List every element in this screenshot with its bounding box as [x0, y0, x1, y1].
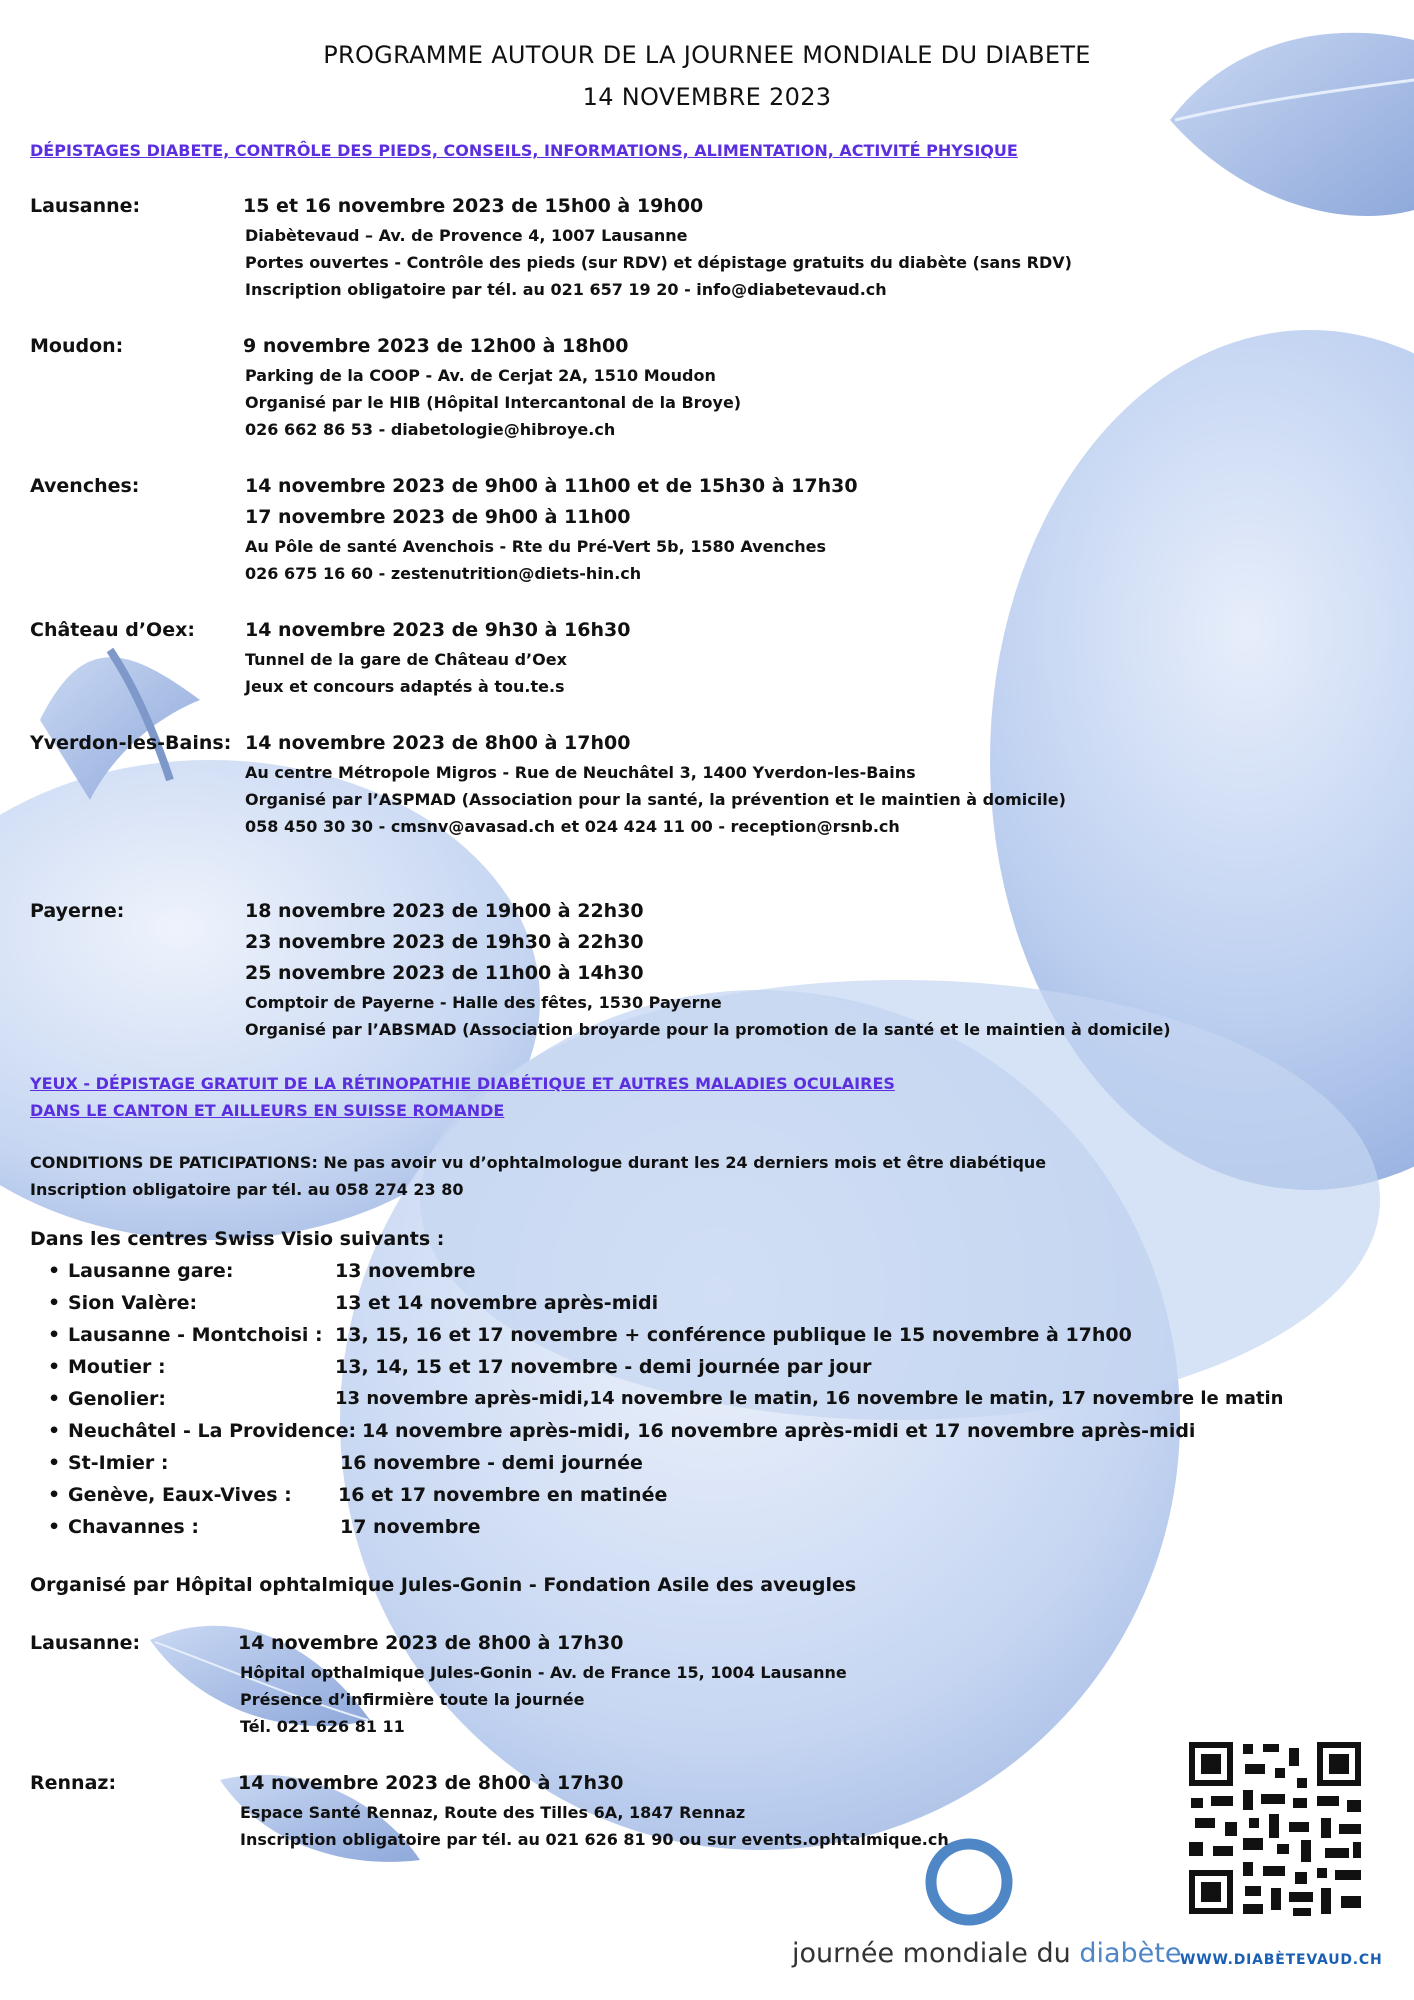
- event-city: Château d’Oex:: [30, 619, 195, 641]
- event-detail: Portes ouvertes - Contrôle des pieds (sur RDV) et dépistage gratuits du diabète (sans RDV): [245, 253, 1072, 272]
- event-detail: 026 675 16 60 - zestenutrition@diets-hin.ch: [245, 564, 642, 583]
- event-detail: Jeux et concours adaptés à tou.te.s: [245, 677, 565, 696]
- event-detail: Présence d’infirmière toute la journée: [240, 1690, 585, 1709]
- list-item-dates: 17 novembre: [340, 1516, 481, 1538]
- list-item-dates: 13, 15, 16 et 17 novembre + conférence publique le 15 novembre à 17h00: [335, 1324, 1132, 1346]
- list-item-dates: 14 novembre après-midi, 16 novembre après-midi et 17 novembre après-midi: [362, 1420, 1196, 1442]
- event-date: 23 novembre 2023 de 19h30 à 22h30: [245, 931, 644, 953]
- event-date: 14 novembre 2023 de 9h00 à 11h00 et de 15h30 à 17h30: [245, 475, 858, 497]
- event-city: Moudon:: [30, 335, 124, 357]
- event-detail: Diabètevaud – Av. de Provence 4, 1007 Lausanne: [245, 226, 688, 245]
- event-detail: Parking de la COOP - Av. de Cerjat 2A, 1510 Moudon: [245, 366, 716, 385]
- event-detail: 026 662 86 53 - diabetologie@hibroye.ch: [245, 420, 616, 439]
- event-detail: Organisé par le HIB (Hôpital Intercantonal de la Broye): [245, 393, 742, 412]
- list-item-dates: 16 novembre - demi journée: [340, 1452, 643, 1474]
- event-date: 18 novembre 2023 de 19h00 à 22h30: [245, 900, 644, 922]
- event-date: 9 novembre 2023 de 12h00 à 18h00: [243, 335, 629, 357]
- event-date: 14 novembre 2023 de 8h00 à 17h30: [238, 1772, 624, 1794]
- event-date: 14 novembre 2023 de 8h00 à 17h30: [238, 1632, 624, 1654]
- organiser-text: Organisé par Hôpital ophtalmique Jules-Gonin - Fondation Asile des aveugles: [30, 1574, 857, 1596]
- conditions-text: CONDITIONS DE PATICIPATIONS: Ne pas avoir vu d’ophtalmologue durant les 24 derniers mois et être diabétique: [30, 1153, 1047, 1172]
- list-item-dates: 13 novembre: [335, 1260, 476, 1282]
- list-item: • Neuchâtel - La Providence:: [48, 1420, 357, 1442]
- list-item-dates: 13, 14, 15 et 17 novembre - demi journée par jour: [335, 1356, 872, 1378]
- event-date: 17 novembre 2023 de 9h00 à 11h00: [245, 506, 631, 528]
- event-city: Rennaz:: [30, 1772, 117, 1794]
- event-detail: Au centre Métropole Migros - Rue de Neuchâtel 3, 1400 Yverdon-les-Bains: [245, 763, 916, 782]
- section2-heading-line2[interactable]: DANS LE CANTON ET AILLEURS EN SUISSE ROMANDE: [30, 1101, 505, 1120]
- list-item: • St-Imier :: [48, 1452, 169, 1474]
- page-title-line1: PROGRAMME AUTOUR DE LA JOURNEE MONDIALE DU DIABETE: [323, 41, 1091, 69]
- list-item: • Lausanne gare:: [48, 1260, 234, 1282]
- logo-ring-icon: [931, 1844, 1007, 1920]
- section1-heading[interactable]: DÉPISTAGES DIABETE, CONTRÔLE DES PIEDS, CONSEILS, INFORMATIONS, ALIMENTATION, ACTIVITÉ PHYSIQUE: [30, 141, 1018, 160]
- event-detail: 058 450 30 30 - cmsnv@avasad.ch et 024 424 11 00 - reception@rsnb.ch: [245, 817, 900, 836]
- event-detail: Au Pôle de santé Avenchois - Rte du Pré-Vert 5b, 1580 Avenches: [245, 537, 827, 556]
- section2-heading-line1[interactable]: YEUX - DÉPISTAGE GRATUIT DE LA RÉTINOPATHIE DIABÉTIQUE ET AUTRES MALADIES OCULAIRES: [30, 1074, 895, 1093]
- event-detail: Inscription obligatoire par tél. au 021 657 19 20 - info@diabetevaud.ch: [245, 280, 887, 299]
- event-detail: Comptoir de Payerne - Halle des fêtes, 1530 Payerne: [245, 993, 722, 1012]
- centres-intro: Dans les centres Swiss Visio suivants :: [30, 1228, 445, 1250]
- qr-code: [1185, 1738, 1365, 1918]
- list-item-dates: 13 novembre après-midi,14 novembre le matin, 16 novembre le matin, 17 novembre le matin: [335, 1388, 1284, 1409]
- event-city: Payerne:: [30, 900, 125, 922]
- inscription-text: Inscription obligatoire par tél. au 058 274 23 80: [30, 1180, 464, 1199]
- website-link[interactable]: WWW.DIABÈTEVAUD.CH: [1180, 1952, 1383, 1968]
- list-item: • Chavannes :: [48, 1516, 199, 1538]
- event-city: Lausanne:: [30, 1632, 141, 1654]
- list-item-dates: 16 et 17 novembre en matinée: [338, 1484, 668, 1506]
- event-city: Yverdon-les-Bains:: [30, 732, 232, 754]
- event-date: 15 et 16 novembre 2023 de 15h00 à 19h00: [243, 195, 704, 217]
- event-city: Avenches:: [30, 475, 140, 497]
- event-detail: Organisé par l’ABSMAD (Association broyarde pour la promotion de la santé et le maintien à domicile): [245, 1020, 1171, 1039]
- list-item: • Sion Valère:: [48, 1292, 198, 1314]
- list-item: • Genève, Eaux-Vives :: [48, 1484, 292, 1506]
- list-item: • Genolier:: [48, 1388, 166, 1410]
- list-item: • Moutier :: [48, 1356, 166, 1378]
- event-detail: Espace Santé Rennaz, Route des Tilles 6A, 1847 Rennaz: [240, 1803, 746, 1822]
- list-item-dates: 13 et 14 novembre après-midi: [335, 1292, 659, 1314]
- event-date: 14 novembre 2023 de 9h30 à 16h30: [245, 619, 631, 641]
- event-detail: Organisé par l’ASPMAD (Association pour la santé, la prévention et le maintien à domicile): [245, 790, 1066, 809]
- event-detail: Tunnel de la gare de Château d’Oex: [245, 650, 567, 669]
- event-detail: Inscription obligatoire par tél. au 021 626 81 90 ou sur events.ophtalmique.ch: [240, 1830, 949, 1849]
- list-item: • Lausanne - Montchoisi :: [48, 1324, 323, 1346]
- event-detail: Tél. 021 626 81 11: [240, 1717, 405, 1736]
- event-date: 14 novembre 2023 de 8h00 à 17h00: [245, 732, 631, 754]
- page-title-line2: 14 NOVEMBRE 2023: [582, 83, 832, 111]
- event-city: Lausanne:: [30, 195, 141, 217]
- leaves-bottom-left: [150, 1626, 420, 1862]
- event-date: 25 novembre 2023 de 11h00 à 14h30: [245, 962, 644, 984]
- logo-wordmark: journée mondiale du diabète: [792, 1938, 1182, 1969]
- event-detail: Hôpital opthalmique Jules-Gonin - Av. de France 15, 1004 Lausanne: [240, 1663, 847, 1682]
